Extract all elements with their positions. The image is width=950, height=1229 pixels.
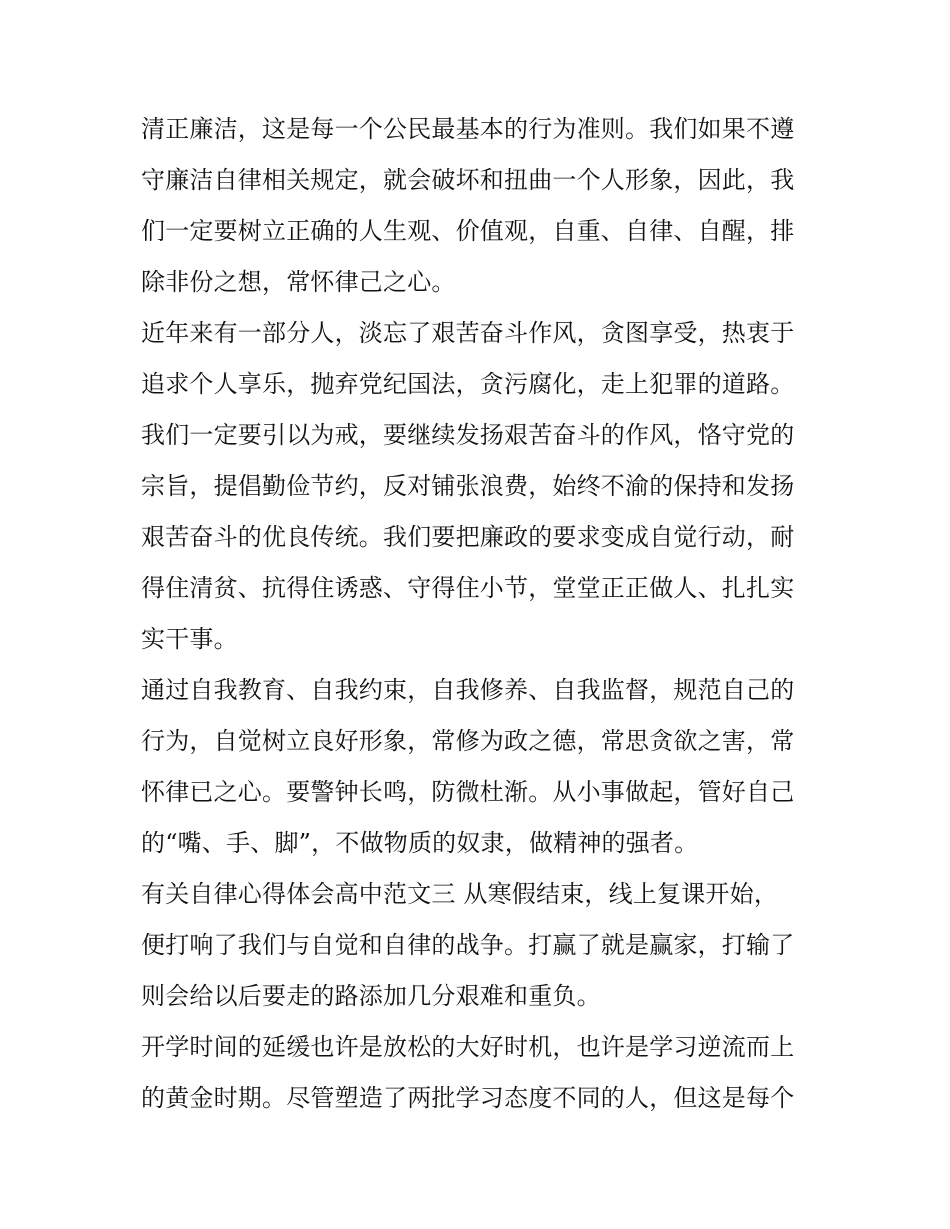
text-line: 们一定要树立正确的人生观、价值观，自重、自律、自醒，排 [141,217,795,245]
text-line: 除非份之想，常怀律己之心。 [141,268,456,296]
text-line: 实干事。 [141,625,238,653]
text-line: 便打响了我们与自觉和自律的战争。打赢了就是赢家，打输了 [141,931,795,959]
text-line: 得住清贫、抗得住诱惑、守得住小节，堂堂正正做人、扎扎实 [141,574,795,602]
text-line: 近年来有一部分人，淡忘了艰苦奋斗作风，贪图享受，热衷于 [141,319,795,347]
text-line: 有关自律心得体会高中范文三 从寒假结束，线上复课开始， [141,880,779,908]
text-line: 则会给以后要走的路添加几分艰难和重负。 [141,982,601,1010]
text-line: 的“嘴、手、脚”，不做物质的奴隶，做精神的强者。 [141,829,699,857]
text-line: 开学时间的延缓也许是放松的大好时机，也许是学习逆流而上 [141,1033,795,1061]
text-line: 艰苦奋斗的优良传统。我们要把廉政的要求变成自觉行动，耐 [141,523,795,551]
document-body [141,104,821,1124]
text-line: 通过自我教育、自我约束，自我修养、自我监督，规范自己的 [141,676,795,704]
text-line: 清正廉洁，这是每一个公民最基本的行为准则。我们如果不遵 [141,115,795,143]
text-line: 行为，自觉树立良好形象，常修为政之德，常思贪欲之害，常 [141,727,795,755]
text-line: 追求个人享乐，抛弃党纪国法，贪污腐化，走上犯罪的道路。 [141,370,795,398]
text-line: 守廉洁自律相关规定，就会破坏和扭曲一个人形象，因此，我 [141,166,795,194]
text-line: 怀律已之心。要警钟长鸣，防微杜渐。从小事做起，管好自己 [141,778,795,806]
text-line: 的黄金时期。尽管塑造了两批学习态度不同的人，但这是每个 [141,1084,795,1112]
text-line: 我们一定要引以为戒，要继续发扬艰苦奋斗的作风，恪守党的 [141,421,795,449]
text-line: 宗旨，提倡勤俭节约，反对铺张浪费，始终不渝的保持和发扬 [141,472,795,500]
